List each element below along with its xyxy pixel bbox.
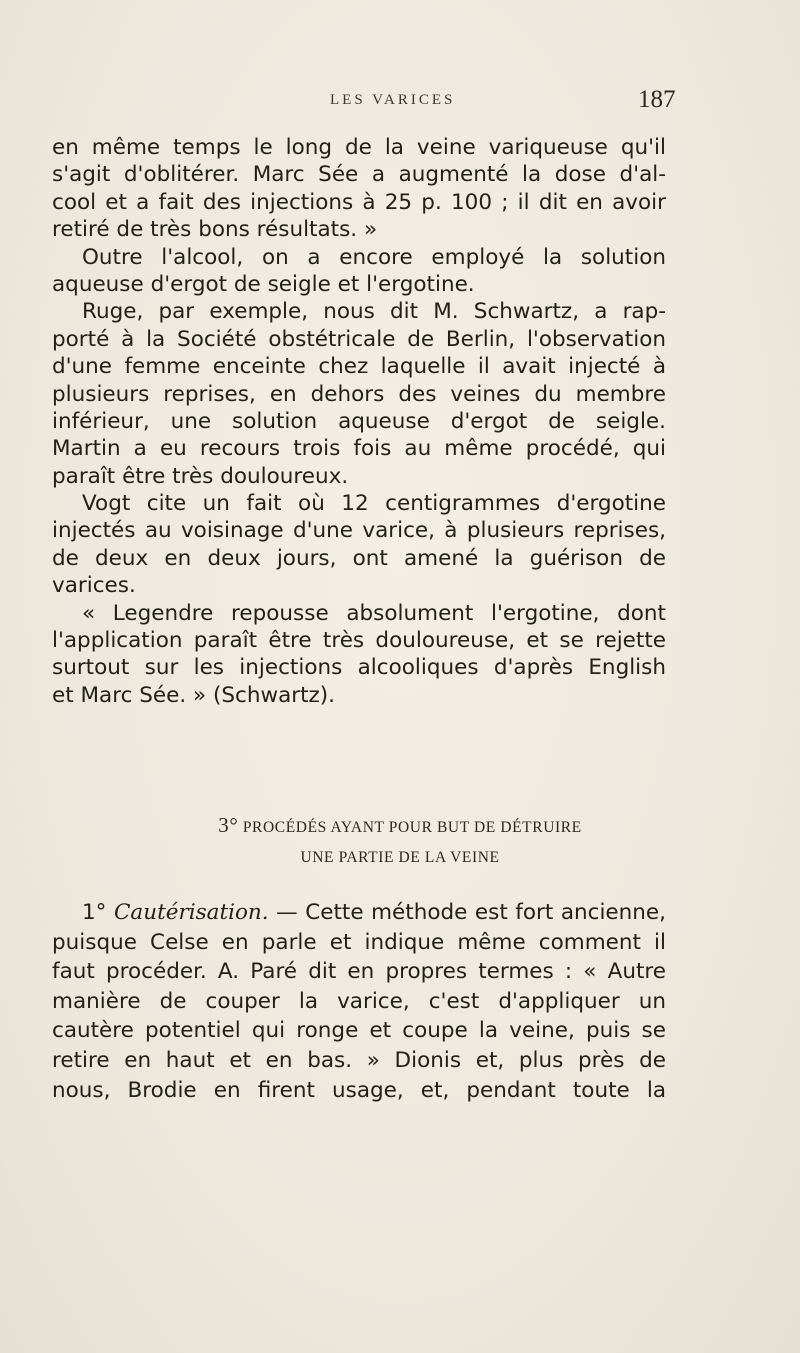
subsection-body xyxy=(52,898,666,1105)
text-line: puisque Celse en parle et indique même comment il xyxy=(52,929,666,955)
section-heading-line-1 xyxy=(0,810,800,843)
text-line: varices. xyxy=(52,573,136,599)
section-heading-line-2: UNE PARTIE DE LA VEINE xyxy=(300,849,500,866)
text-line: cautère potentiel qui ronge et coupe la veine, puis se xyxy=(52,1018,666,1044)
text-line: Vogt cite un fait où 12 centigrammes d'ergotine xyxy=(82,491,666,517)
text-line: surtout sur les injections alcooliques d'après English xyxy=(52,655,666,681)
text-line: injectés au voisinage d'une varice, à plusieurs reprises, xyxy=(52,518,666,544)
text-line: Outre l'alcool, on a encore employé la solution xyxy=(82,244,666,270)
text-line: Ruge, par exemple, nous dit M. Schwartz, a rap- xyxy=(82,299,666,325)
text-line: faut procéder. A. Paré dit en propres termes : « Autre xyxy=(52,959,666,985)
text-line: l'application paraît être très douloureuse, et se rejette xyxy=(52,628,666,654)
text-line: s'agit d'oblitérer. Marc Sée a augmenté la dose d'al- xyxy=(52,162,666,188)
text-line: manière de couper la varice, c'est d'appliquer un xyxy=(52,988,666,1014)
subsection-first-line-text: — Cette méthode est fort ancienne, xyxy=(268,900,666,925)
text-line: plusieurs reprises, en dehors des veines du membre xyxy=(52,381,666,407)
section-heading xyxy=(0,810,800,873)
text-line: « Legendre repousse absolument l'ergotine, dont xyxy=(82,600,666,626)
section-number: 3° xyxy=(218,813,239,837)
text-line: de deux en deux jours, ont amené la guérison de xyxy=(52,545,666,571)
running-title: LES VARICES xyxy=(330,92,456,108)
text-line: et Marc Sée. » (Schwartz). xyxy=(52,682,336,708)
text-line: d'une femme enceinte chez laquelle il avait injecté à xyxy=(52,354,666,380)
text-line: nous, Brodie en firent usage, et, pendant toute la xyxy=(52,1077,666,1103)
text-line: porté à la Société obstétricale de Berlin, l'observation xyxy=(52,326,666,352)
text-line: inférieur, une solution aqueuse d'ergot de seigle. xyxy=(52,408,666,434)
text-line: cool et a fait des injections à 25 p. 100 ; il dit en avoir xyxy=(52,189,666,215)
section-title: PROCÉDÉS AYANT POUR BUT DE DÉTRUIRE xyxy=(242,819,582,836)
text-line: paraît être très douloureux. xyxy=(52,463,349,489)
subsection-title: Cautérisation. xyxy=(113,900,269,925)
body-text xyxy=(52,134,666,709)
text-line: en même temps le long de la veine variqueuse qu'il xyxy=(52,135,666,160)
text-line: aqueuse d'ergot de seigle et l'ergotine. xyxy=(52,271,475,297)
subsection-first-line xyxy=(52,898,666,928)
text-line: retire en haut et en bas. » Dionis et, plus près de xyxy=(52,1047,666,1073)
running-header xyxy=(0,86,800,116)
subsection-number: 1° xyxy=(82,900,107,925)
text-line: Martin a eu recours trois fois au même procédé, qui xyxy=(52,436,666,462)
page-number: 187 xyxy=(638,86,676,113)
text-line: retiré de très bons résultats. » xyxy=(52,217,378,243)
